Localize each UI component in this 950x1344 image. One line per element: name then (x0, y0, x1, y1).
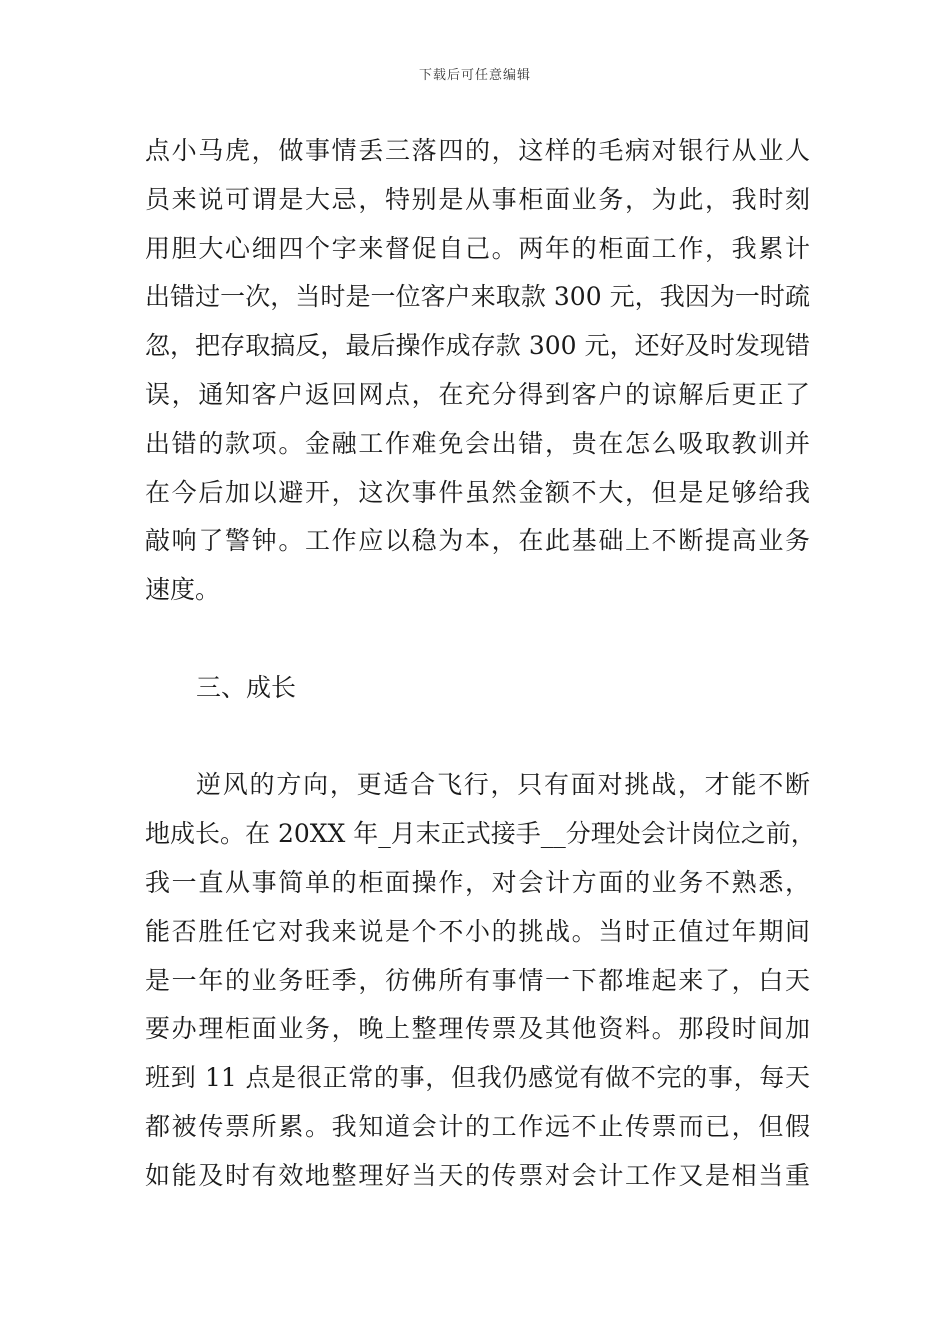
text-line: 出错的款项。金融工作难免会出错，贵在怎么吸取教训并 (145, 428, 810, 458)
text-line: 我一直从事简单的柜面操作，对会计方面的业务不熟悉， (145, 867, 810, 897)
text-line: 在今后加以避开，这次事件虽然金额不大，但是足够给我 (145, 477, 810, 507)
text-line: 点小马虎，做事情丢三落四的，这样的毛病对银行从业人 (145, 136, 810, 165)
text-line: 如能及时有效地整理好当天的传票对会计工作又是相当重 (145, 1160, 810, 1190)
text-line: 能否胜任它对我来说是个不小的挑战。当时正值过年期间 (145, 916, 810, 946)
paragraph-2 (145, 761, 816, 1200)
text-line: 速度。 (145, 575, 221, 605)
text-line: 误，通知客户返回网点，在充分得到客户的谅解后更正了 (145, 379, 810, 409)
page-header: 下载后可任意编辑 (418, 68, 531, 83)
text-line: 员来说可谓是大忌，特别是从事柜面业务，为此，我时刻 (145, 184, 810, 214)
document-body (145, 127, 816, 1201)
text-line: 都被传票所累。我知道会计的工作远不止传票而已，但假 (145, 1111, 810, 1141)
section-heading: 三、成长 (196, 672, 297, 702)
paragraph-spacer (145, 615, 810, 664)
paragraph-spacer (145, 713, 810, 762)
text-line: 出错过一次，当时是一位客户来取款 300 元，我因为一时疏 (145, 282, 810, 312)
text-line: 忽，把存取搞反，最后操作成存款 300 元，还好及时发现错 (145, 331, 810, 361)
text-line: 逆风的方向，更适合飞行，只有面对挑战，才能不断 (196, 770, 810, 800)
text-line: 地成长。在 20XX 年_月末正式接手__分理处会计岗位之前， (145, 819, 816, 849)
text-line: 用胆大心细四个字来督促自己。两年的柜面工作，我累计 (145, 233, 810, 263)
text-line: 敲响了警钟。工作应以稳为本，在此基础上不断提高业务 (145, 526, 810, 556)
paragraph-1 (145, 127, 810, 615)
text-line: 要办理柜面业务，晚上整理传票及其他资料。那段时间加 (145, 1014, 810, 1044)
text-line: 是一年的业务旺季，彷佛所有事情一下都堆起来了，白天 (145, 965, 810, 995)
text-line: 班到 11 点是很正常的事，但我仍感觉有做不完的事，每天 (145, 1063, 810, 1093)
